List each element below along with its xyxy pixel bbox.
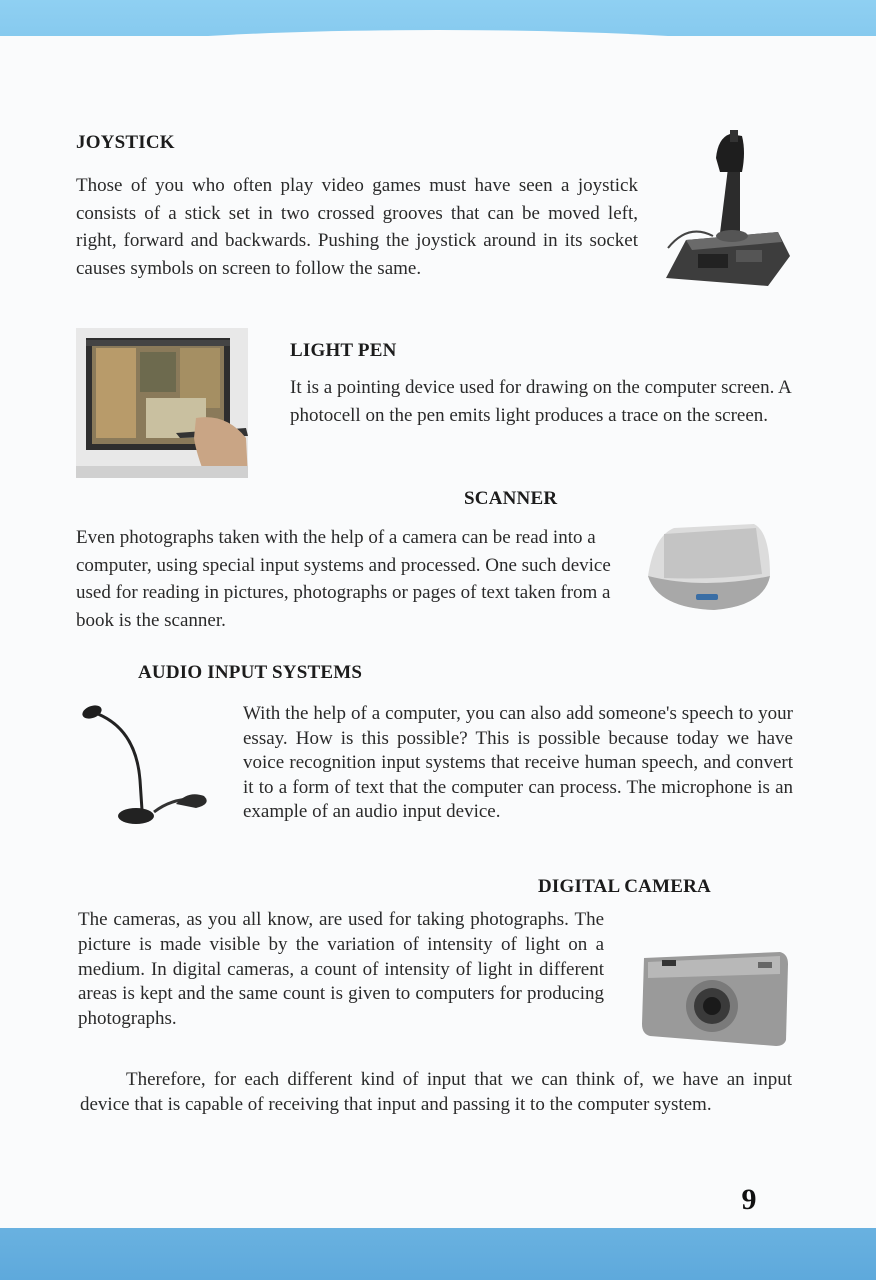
conclusion-text: Therefore, for each different kind of input that we can think of, we have an input device that is capable of receiving that input and passing it to the computer system.: [80, 1069, 792, 1115]
scanner-image: [644, 520, 772, 612]
light-pen-image: [76, 328, 248, 478]
audio-heading: AUDIO INPUT SYSTEMS: [138, 662, 363, 683]
microphone-image: [76, 700, 226, 830]
camera-text: The cameras, as you all know, are used for taking photographs. The picture is made visible by the variation of intensity of light on a medium. In digital cameras, a count of intensity of light in different areas is kept and the same count is given to computers for producing photographs.: [78, 909, 604, 1030]
light-pen-text: It is a pointing device used for drawing on the computer screen. A photocell on the pen emits light produces a trace on the screen.: [290, 377, 791, 426]
joystick-image: [658, 128, 792, 290]
joystick-heading: JOYSTICK: [76, 132, 175, 153]
page-number: 9: [724, 1178, 774, 1222]
scanner-heading: SCANNER: [464, 488, 558, 509]
scanner-text: Even photographs taken with the help of a camera can be read into a computer, using special input systems and processed. One such device used for reading in pictures, photographs or pages of text taken from a book is the scanner.: [76, 527, 611, 631]
joystick-text: Those of you who often play video games must have seen a joystick consists of a stick set in two crossed grooves that can be moved left, right, forward and backwards. Pushing the joystick around in its socket causes symbols on screen to follow the same.: [76, 175, 638, 279]
camera-heading: DIGITAL CAMERA: [538, 876, 711, 897]
camera-image: [640, 944, 790, 1048]
audio-text: With the help of a computer, you can also add someone's speech to your essay. How is this possible? This is possible because today we have voice recognition input systems that receive human speech, and convert it to a form of text that the computer can process. The microphone is an example of an audio input device.: [243, 703, 793, 823]
light-pen-heading: LIGHT PEN: [290, 340, 397, 361]
